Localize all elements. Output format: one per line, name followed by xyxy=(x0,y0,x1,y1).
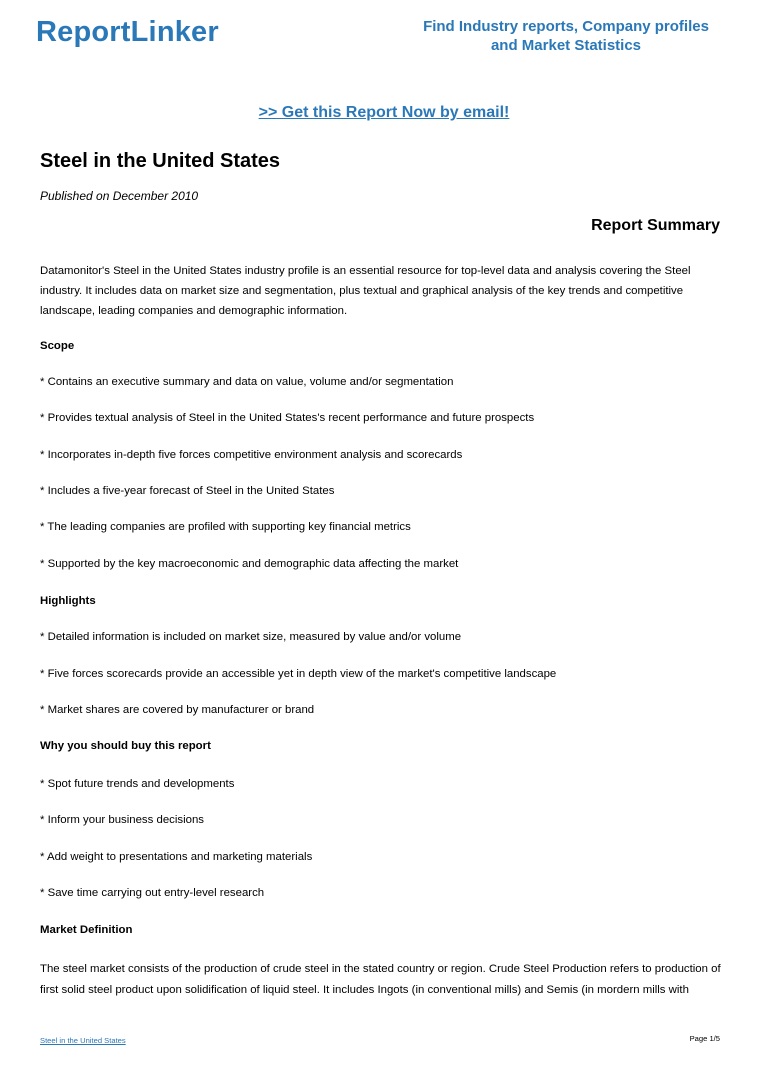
list-item: * Contains an executive summary and data on value, volume and/or segmentation xyxy=(40,376,454,388)
list-item: * Includes a five-year forecast of Steel in the United States xyxy=(40,485,335,497)
tagline-line-1: Find Industry reports, Company profiles xyxy=(423,18,709,35)
get-report-cta xyxy=(0,104,768,122)
list-item: * Supported by the key macroeconomic and demographic data affecting the market xyxy=(40,558,459,570)
list-item: * Detailed information is included on market size, measured by value and/or volume xyxy=(40,631,462,643)
market-definition-heading: Market Definition xyxy=(40,924,133,936)
list-item: * Five forces scorecards provide an accessible yet in depth view of the market's competitive landscape xyxy=(40,668,557,680)
scope-heading: Scope xyxy=(40,340,75,352)
list-item: * Inform your business decisions xyxy=(40,814,204,826)
tagline-line-2: and Market Statistics xyxy=(490,37,642,54)
list-item: * Spot future trends and developments xyxy=(40,778,235,790)
intro-paragraph: Datamonitor's Steel in the United States industry profile is an essential resource for top-level data and analysis covering the Steel industry. It includes data on market size and segmentation, plus textual and graphical analysis of the key trends and competitive landscape, leading companies and demographic information. xyxy=(40,265,691,317)
report-title: Steel in the United States xyxy=(40,150,281,172)
list-item: * Save time carrying out entry-level research xyxy=(40,887,265,899)
highlights-heading: Highlights xyxy=(40,595,96,607)
page-number: Page 1/5 xyxy=(689,1034,720,1043)
footer-report-link[interactable]: Steel in the United States xyxy=(40,1036,126,1045)
report-summary-heading: Report Summary xyxy=(591,217,720,234)
list-item: * Add weight to presentations and marketing materials xyxy=(40,851,313,863)
get-report-link[interactable]: >> Get this Report Now by email! xyxy=(258,104,510,121)
market-definition-paragraph: The steel market consists of the production of crude steel in the stated country or region. Crude Steel Production refers to production of first solid steel product upon solidification of liquid steel. It includes Ingots (in conventional mills) and Semis (in mordern mills with xyxy=(40,963,721,996)
published-date: Published on December 2010 xyxy=(40,189,199,203)
list-item: * Incorporates in-depth five forces competitive environment analysis and scorecards xyxy=(40,449,463,461)
list-item: * Provides textual analysis of Steel in the United States's recent performance and future prospects xyxy=(40,412,535,424)
reportlinker-logo[interactable]: ReportLinker xyxy=(36,16,219,48)
list-item: * Market shares are covered by manufacturer or brand xyxy=(40,704,315,716)
header-tagline xyxy=(400,17,732,55)
why-buy-heading: Why you should buy this report xyxy=(40,740,211,752)
list-item: * The leading companies are profiled with supporting key financial metrics xyxy=(40,521,411,533)
